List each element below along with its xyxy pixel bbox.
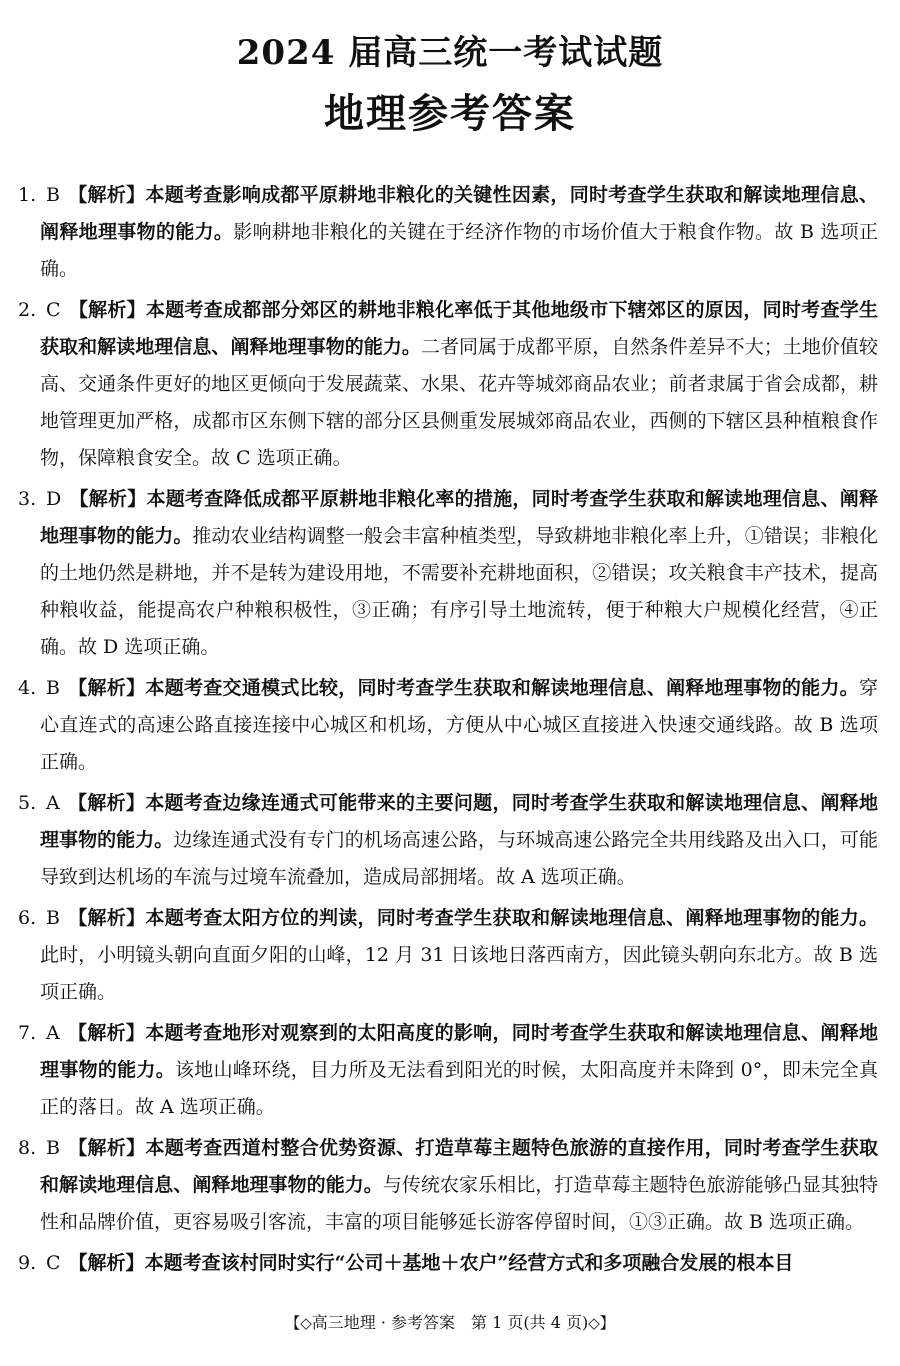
exam-title: 2024 届高三统一考试试题 [236,33,664,73]
answer-letter: A [46,792,60,814]
answer-item [18,481,878,666]
analysis-tag: 【解析】 [67,792,146,814]
answer-item [18,292,878,477]
analysis-focus: 本题考查西道村整合优势资源、打造草莓主题特色旅游的直接作用，同时考查学生获取和解读地理信息、阐释地理事物的能力。 [40,1137,878,1196]
answer-key-title: 地理参考答案 [324,90,576,137]
analysis-focus: 本题考查影响成都平原耕地非粮化的关键性因素，同时考查学生获取和解读地理信息、阐释地理事物的能力。 [40,184,878,243]
analysis-tag: 【解析】 [67,907,146,929]
answer-letter: A [46,1022,60,1044]
analysis-focus: 本题考查该村同时实行“公司＋基地＋农户”经营方式和多项融合发展的根本目 [144,1252,794,1274]
answer-item [18,1245,878,1282]
question-number: 6. [18,907,37,929]
analysis-text: 边缘连通式没有专门的机场高速公路，与环城高速公路完全共用线路及出入口，可能导致到达机场的车流与过境车流叠加，造成局部拥堵。故 A 选项正确。 [40,829,878,888]
analysis-focus: 本题考查太阳方位的判读，同时考查学生获取和解读地理信息、阐释地理事物的能力。 [145,907,878,929]
analysis-text: 推动农业结构调整一般会丰富种植类型，导致耕地非粮化率上升，①错误；非粮化的土地仍然是耕地，并不是转为建设用地，不需要补充耕地面积，②错误；攻关粮食丰产技术，提高种粮收益，能提高农户种粮积极性，③正确；有序引导土地流转，便于种粮大户规模化经营，④正确。故 D 选项正确。 [40,525,878,658]
footer-left-mark: 【◇ [285,1314,312,1332]
question-number: 3. [18,488,37,510]
answer-item [18,670,878,781]
analysis-focus: 本题考查地形对观察到的太阳高度的影响，同时考查学生获取和解读地理信息、阐释地理事物的能力。 [40,1022,878,1081]
analysis-focus: 本题考查降低成都平原耕地非粮化率的措施，同时考查学生获取和解读地理信息、阐释地理事物的能力。 [40,488,878,547]
answer-item [18,900,878,1011]
answer-list [18,177,878,1286]
analysis-text: 二者同属于成都平原，自然条件差异不大；土地价值较高、交通条件更好的地区更倾向于发展蔬菜、水果、花卉等城郊商品农业；前者隶属于省会成都，耕地管理更加严格，成都市区东侧下辖的部分区县侧重发展城郊商品农业，西侧的下辖区县种植粮食作物，保障粮食安全。故 C 选项正确。 [40,336,878,469]
analysis-text: 此时，小明镜头朝向直面夕阳的山峰，12 月 31 日该地日落西南方，因此镜头朝向东北方。故 B 选项正确。 [40,944,878,1003]
analysis-text: 该地山峰环绕，目力所及无法看到阳光的时候，太阳高度并未降到 0°，即未完全真正的落日。故 A 选项正确。 [40,1059,878,1118]
answer-item [18,1130,878,1241]
page-footer [0,1310,900,1336]
question-number: 4. [18,677,37,699]
answer-item [18,1015,878,1126]
answer-item [18,177,878,288]
answer-item [18,785,878,896]
analysis-text: 穿心直连式的高速公路直接连接中心城区和机场，方便从中心城区直接进入快速交通线路。故 B 选项正确。 [40,677,878,773]
question-number: 5. [18,792,37,814]
question-number: 7. [18,1022,37,1044]
answer-letter: D [46,488,62,510]
analysis-focus: 本题考查交通模式比较，同时考查学生获取和解读地理信息、阐释地理事物的能力。 [145,677,859,699]
question-number: 2. [18,299,37,321]
analysis-tag: 【解析】 [67,1137,146,1159]
analysis-text: 影响耕地非粮化的关键在于经济作物的市场价值大于粮食作物。故 B 选项正确。 [40,221,878,280]
answer-letter: C [46,1252,61,1274]
footer-text: 高三地理 · 参考答案 第 1 页(共 4 页) [311,1313,589,1332]
question-number: 8. [18,1137,37,1159]
analysis-focus: 本题考查边缘连通式可能带来的主要问题，同时考查学生获取和解读地理信息、阐释地理事物的能力。 [40,792,878,851]
answer-letter: B [46,184,60,206]
question-number: 1. [18,184,37,206]
analysis-tag: 【解析】 [67,184,146,206]
answer-letter: B [46,677,60,699]
analysis-text: 与传统农家乐相比，打造草莓主题特色旅游能够凸显其独特性和品牌价值，更容易吸引客流，丰富的项目能够延长游客停留时间，①③正确。故 B 选项正确。 [40,1174,878,1233]
answer-letter: C [46,299,61,321]
analysis-tag: 【解析】 [67,1022,146,1044]
analysis-tag: 【解析】 [69,488,147,510]
answer-letter: B [46,1137,60,1159]
analysis-tag: 【解析】 [68,1252,145,1274]
analysis-tag: 【解析】 [67,677,146,699]
analysis-tag: 【解析】 [68,299,146,321]
answer-letter: B [46,907,60,929]
analysis-focus: 本题考查成都部分郊区的耕地非粮化率低于其他地级市下辖郊区的原因，同时考查学生获取和解读地理信息、阐释地理事物的能力。 [40,299,878,358]
question-number: 9. [18,1252,37,1274]
footer-right-mark: ◇】 [588,1314,615,1332]
